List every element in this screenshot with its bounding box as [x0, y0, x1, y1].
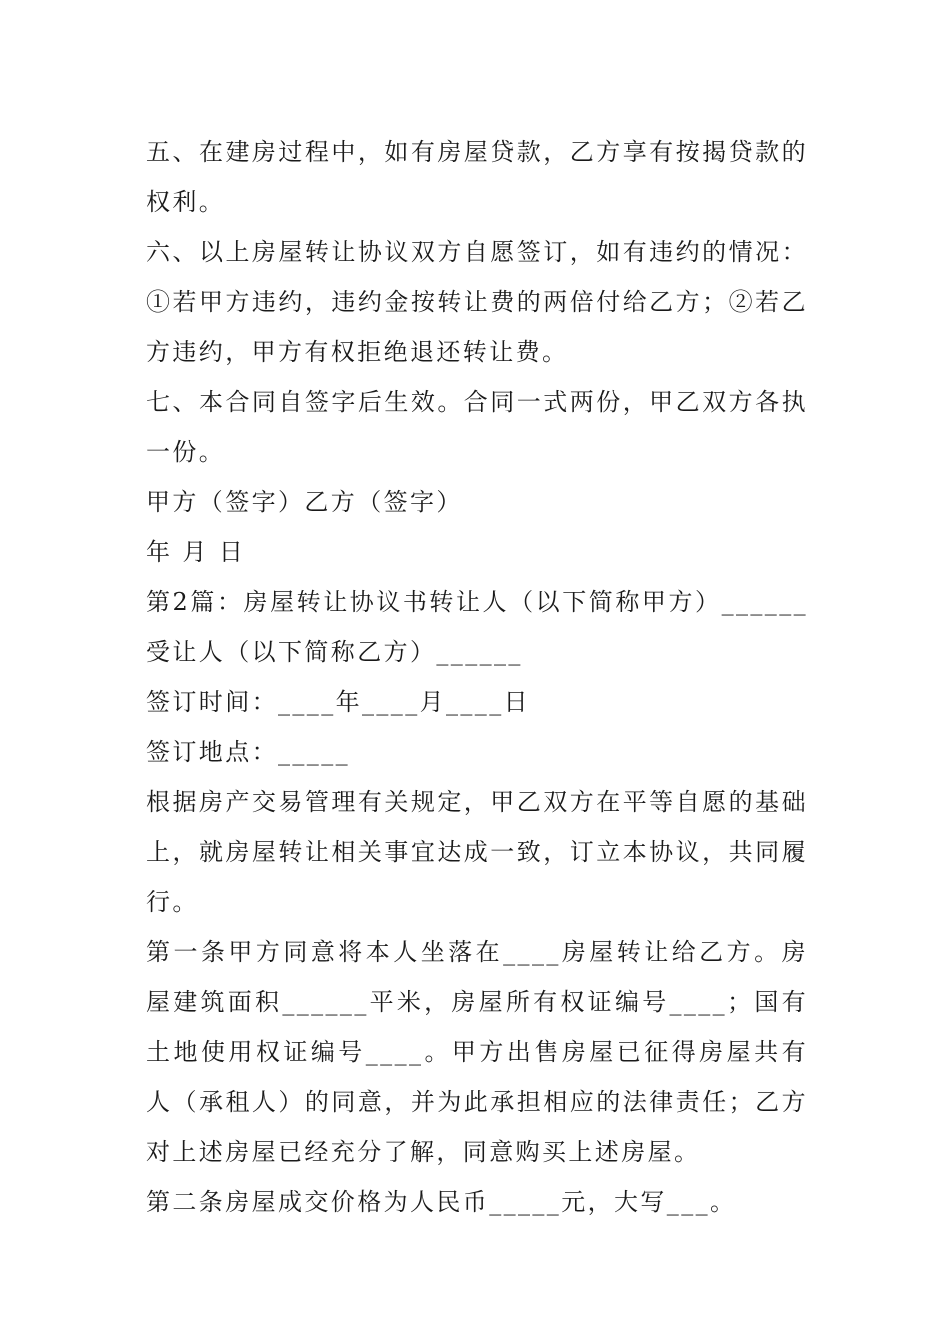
clause-seven: 七、本合同自签字后生效。合同一式两份，甲乙双方各执一份。 [146, 388, 808, 466]
article-two: 第二条房屋成交价格为人民币_____元，大写___。 [146, 1188, 737, 1216]
date-line: 年 月 日 [146, 538, 246, 566]
preamble: 根据房产交易管理有关规定，甲乙双方在平等自愿的基础上，就房屋转让相关事宜达成一致，订立本协议，共同履行。 [146, 788, 808, 916]
article-one: 第一条甲方同意将本人坐落在____房屋转让给乙方。房屋建筑面积______平米，房屋所有权证编号____；国有土地使用权证编号____。甲方出售房屋已征得房屋共有人（承租人）的同意，并为此承担相应的法律责任；乙方对上述房屋已经充分了解，同意购买上述房屋。 [146, 938, 808, 1166]
signing-time: 签订时间：____年____月____日 [146, 688, 530, 716]
signing-place: 签订地点：_____ [146, 738, 350, 766]
section-two-heading: 第2篇：房屋转让协议书转让人（以下简称甲方）______受让人（以下简称乙方）______ [146, 588, 808, 666]
clause-five: 五、在建房过程中，如有房屋贷款，乙方享有按揭贷款的权利。 [146, 138, 808, 216]
document-body [146, 127, 808, 1227]
clause-six: 六、以上房屋转让协议双方自愿签订，如有违约的情况：①若甲方违约，违约金按转让费的两倍付给乙方；②若乙方违约，甲方有权拒绝退还转让费。 [146, 238, 808, 366]
signature-line: 甲方（签字）乙方（签字） [146, 488, 463, 516]
